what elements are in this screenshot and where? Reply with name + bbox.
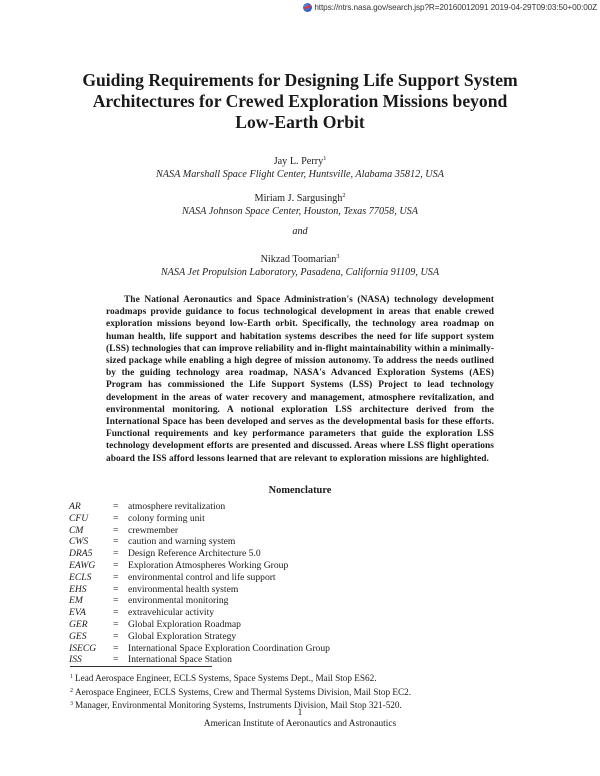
author-block-1 [0, 152, 600, 181]
footnote: $^3$ Manager, Environmental Monitoring Systems, Instruments Division, Mail Stop 321-520. [70, 700, 402, 710]
nomenclature-row: EVA = extravehicular activity [69, 607, 215, 619]
ntrs-stamp [303, 1, 597, 13]
author-name: Nikzad Toomarian$^3$ [260, 253, 340, 265]
ntrs-url-stamp[interactable]: https://ntrs.nasa.gov/search.jsp?R=20160012091 2019-04-29T09:03:50+00:00Z [314, 2, 597, 12]
author-block-2 [0, 189, 600, 218]
footnote: $^1$ Lead Aerospace Engineer, ECLS Systems, Space Systems Dept., Mail Stop ES62. [70, 673, 377, 683]
author-affiliation: NASA Johnson Space Center, Houston, Texas 77058, USA [182, 206, 418, 217]
title-line: Guiding Requirements for Designing Life Support System [82, 70, 518, 90]
title-line: Low-Earth Orbit [235, 112, 365, 132]
footer-organization: American Institute of Aeronautics and Astronautics [203, 719, 397, 729]
author-affiliation: NASA Jet Propulsion Laboratory, Pasadena, California 91109, USA [160, 267, 440, 278]
title-line: Architectures for Crewed Exploration Missions beyond [92, 91, 508, 111]
nomenclature-row: DRA5 = Design Reference Architecture 5.0 [69, 548, 261, 560]
nomenclature-row: CWS = caution and warning system [69, 536, 236, 548]
nomenclature-row: GER = Global Exploration Roadmap [69, 618, 241, 630]
author-block-3 [0, 250, 600, 279]
author-affiliation: NASA Marshall Space Flight Center, Huntsville, Alabama 35812, USA [156, 169, 444, 180]
nomenclature-row: EAWG = Exploration Atmospheres Working Group [69, 559, 289, 571]
abstract: The National Aeronautics and Space Administration's (NASA) technology development roadmaps provide guidance to focus technological development in areas that enable crewed exploration missions beyond low-Earth orbit. Specifically, the technology area roadmap on human health, life support and habitation systems describes the need for life support system (LSS) technologies that can improve reliability and in-flight maintainability within a minimally-sized package while enabling a high degree of mission autonomy. To address the needs outlined by the guiding technology area roadmap, NASA's Advanced Exploration Systems (AES) Program has commissioned the Life Support Systems (LSS) Project to lead technology development in the areas of water recovery and management, atmosphere revitalization, and environmental monitoring. A notional exploration LSS architecture derived from the International Space has been developed and serves as the developmental basis for these efforts. Functional requirements and key performance parameters that guide the exploration LSS technology development efforts are presented and discussed. Areas where LSS flight operations aboard the ISS afford lessons learned that are relevant to exploration missions are highlighted. [106, 295, 494, 464]
author-name: Miriam J. Sargusingh$^2$ [254, 192, 346, 204]
nomenclature-row: ISECG = International Space Exploration Coordination Group [69, 642, 330, 654]
nomenclature-row: ECLS = environmental control and life support [69, 571, 276, 583]
and-separator: and [292, 226, 308, 237]
nomenclature-row: EM = environmental monitoring [69, 595, 229, 607]
nomenclature-list [69, 501, 529, 666]
footnotes [70, 671, 550, 712]
ntrs-logo-icon [303, 3, 312, 12]
nomenclature-row: ISS = International Space Station [69, 654, 232, 666]
nomenclature-row: AR = atmosphere revitalization [69, 501, 226, 512]
footnote-divider [70, 666, 212, 667]
nomenclature-row: CFU = colony forming unit [69, 512, 205, 524]
page-number: 1 [297, 708, 303, 718]
nomenclature-row: GES = Global Exploration Strategy [69, 630, 237, 642]
footnote: $^2$ Aerospace Engineer, ECLS Systems, Crew and Thermal Systems Division, Mail Stop EC2. [70, 686, 412, 697]
nomenclature-row: EHS = environmental health system [69, 583, 239, 595]
paper-title [40, 70, 560, 133]
nomenclature-heading: Nomenclature [268, 485, 332, 496]
nomenclature-row: CM = crewmember [69, 524, 179, 536]
author-name: Jay L. Perry$^1$ [273, 155, 327, 167]
